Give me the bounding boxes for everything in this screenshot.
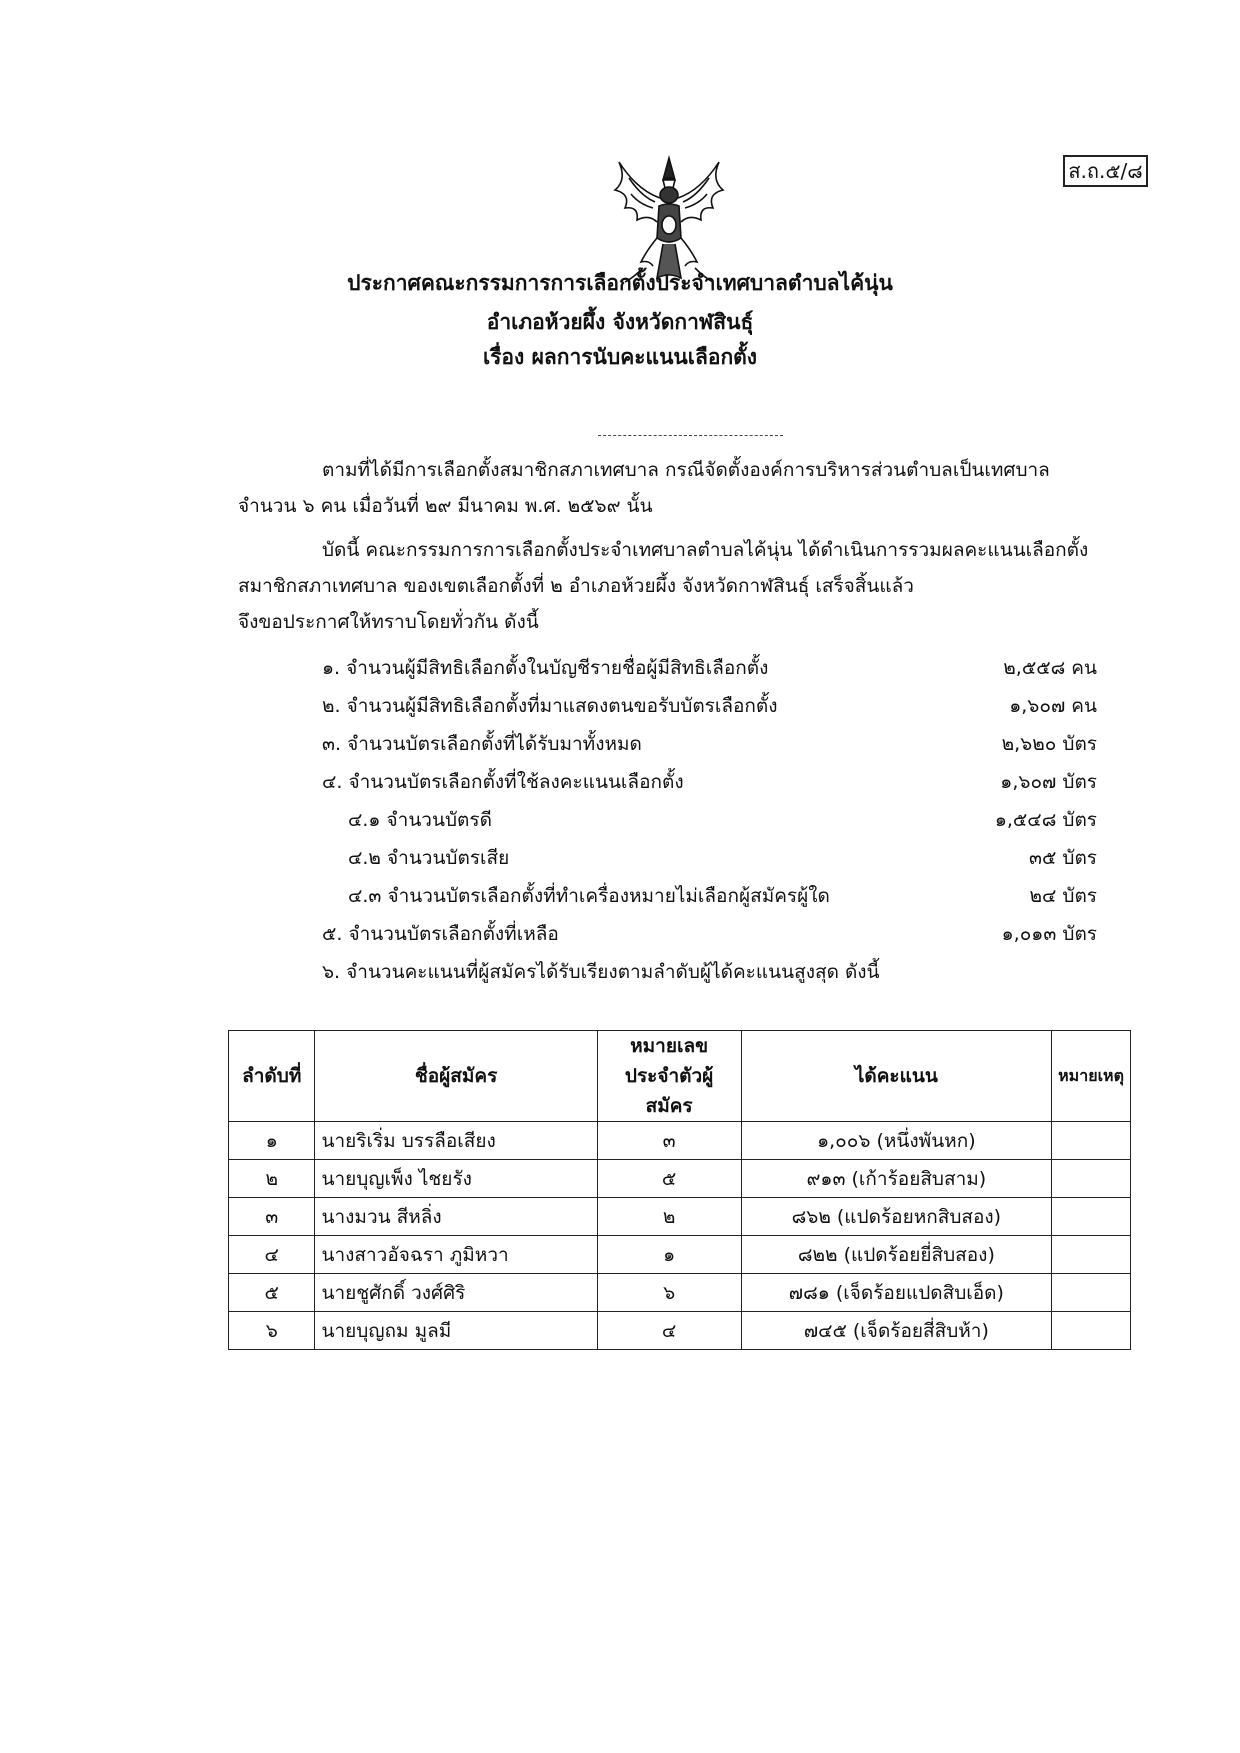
cell-votes: ๘๒๒ (แปดร้อยยี่สิบสอง): [741, 1236, 1052, 1274]
cell-name: นายชูศักดิ์ วงศ์ศิริ: [315, 1274, 597, 1312]
announcement-subject: เรื่อง ผลการนับคะแนนเลือกตั้ง: [482, 345, 758, 369]
table-row: [229, 1122, 1131, 1160]
summary-item-value: ๑,๖๐๗ คน: [1009, 695, 1097, 717]
table-row: [229, 1274, 1131, 1312]
summary-subitem-label: ๔.๓ จำนวนบัตรเลือกตั้งที่ทำเครื่องหมายไม่เลือกผู้สมัครผู้ใด: [348, 885, 830, 907]
title-divider: [598, 435, 783, 436]
cell-note: [1052, 1198, 1131, 1236]
cell-number: ๖: [597, 1274, 741, 1312]
summary-item-value: ๑,๐๑๓ บัตร: [1001, 923, 1097, 945]
column-header-name: ชื่อผู้สมัคร: [315, 1031, 597, 1122]
cell-rank: ๓: [229, 1198, 315, 1236]
cell-votes: ๑,๐๐๖ (หนึ่งพันหก): [741, 1122, 1052, 1160]
column-header-rank: ลำดับที่: [229, 1031, 315, 1122]
cell-rank: ๕: [229, 1274, 315, 1312]
form-code: ส.ถ.๕/๘: [1063, 155, 1148, 187]
announcement-title: ประกาศคณะกรรมการการเลือกตั้งประจำเทศบาลตำบลไค้นุ่น: [347, 271, 893, 295]
column-header-note: หมายเหตุ: [1052, 1031, 1131, 1122]
summary-subitem-value: ๑,๕๔๘ บัตร: [994, 809, 1097, 831]
cell-note: [1052, 1122, 1131, 1160]
column-header-votes: ได้คะแนน: [741, 1031, 1052, 1122]
table-row: [229, 1236, 1131, 1274]
cell-name: นายบุญถม มูลมี: [315, 1312, 597, 1350]
cell-number: ๓: [597, 1122, 741, 1160]
intro-paragraph-2-line-2: สมาชิกสภาเทศบาล ของเขตเลือกตั้งที่ ๒ อำเภอห้วยผึ้ง จังหวัดกาฬสินธุ์ เสร็จสิ้นแล้ว: [238, 575, 914, 597]
cell-votes: ๗๘๑ (เจ็ดร้อยแปดสิบเอ็ด): [741, 1274, 1052, 1312]
summary-item-value: ๒,๖๒๐ บัตร: [1001, 733, 1097, 755]
cell-number: ๑: [597, 1236, 741, 1274]
column-header-number-line-2: ประจำตัวผู้สมัคร: [624, 1065, 714, 1117]
cell-name: นางมวน สีหลิ่ง: [315, 1198, 597, 1236]
cell-number: ๔: [597, 1312, 741, 1350]
cell-votes: ๘๖๒ (แปดร้อยหกสิบสอง): [741, 1198, 1052, 1236]
cell-rank: ๑: [229, 1122, 315, 1160]
intro-paragraph-1-line-2: จำนวน ๖ คน เมื่อวันที่ ๒๙ มีนาคม พ.ศ. ๒๕๖๙ นั้น: [238, 495, 653, 517]
intro-paragraph-2-line-1: บัดนี้ คณะกรรมการการเลือกตั้งประจำเทศบาลตำบลไค้นุ่น ได้ดำเนินการรวมผลคะแนนเลือกตั้ง: [322, 539, 1089, 561]
summary-item-label: ๕. จำนวนบัตรเลือกตั้งที่เหลือ: [322, 923, 559, 945]
cell-votes: ๙๑๓ (เก้าร้อยสิบสาม): [741, 1160, 1052, 1198]
table-row: [229, 1198, 1131, 1236]
intro-paragraph-2-line-3: จึงขอประกาศให้ทราบโดยทั่วกัน ดังนี้: [238, 611, 539, 633]
cell-rank: ๔: [229, 1236, 315, 1274]
vote-results-table: [228, 1030, 1131, 1350]
summary-item-value: ๒,๕๕๘ คน: [1003, 657, 1097, 679]
cell-rank: ๒: [229, 1160, 315, 1198]
cell-votes: ๗๔๕ (เจ็ดร้อยสี่สิบห้า): [741, 1312, 1052, 1350]
cell-note: [1052, 1236, 1131, 1274]
cell-note: [1052, 1312, 1131, 1350]
table-row: [229, 1312, 1131, 1350]
summary-subitem-label: ๔.๑ จำนวนบัตรดี: [348, 809, 492, 831]
summary-subitem-label: ๔.๒ จำนวนบัตรเสีย: [348, 847, 510, 869]
cell-name: นายริเริ่ม บรรลือเสียง: [315, 1122, 597, 1160]
column-header-number: [597, 1031, 741, 1122]
summary-item-label: ๒. จำนวนผู้มีสิทธิเลือกตั้งที่มาแสดงตนขอรับบัตรเลือกตั้ง: [322, 695, 778, 717]
summary-subitem-value: ๒๔ บัตร: [1029, 885, 1097, 907]
summary-item-label: ๖. จำนวนคะแนนที่ผู้สมัครได้รับเรียงตามลำดับผู้ได้คะแนนสูงสุด ดังนี้: [322, 961, 880, 983]
cell-note: [1052, 1274, 1131, 1312]
table-row: [229, 1160, 1131, 1198]
summary-item-label: ๔. จำนวนบัตรเลือกตั้งที่ใช้ลงคะแนนเลือกตั้ง: [322, 771, 684, 793]
summary-item-value: ๑,๖๐๗ บัตร: [1000, 771, 1097, 793]
cell-note: [1052, 1160, 1131, 1198]
announcement-location: อำเภอห้วยผึ้ง จังหวัดกาฬสินธุ์: [486, 310, 754, 334]
intro-paragraph-1-line-1: ตามที่ได้มีการเลือกตั้งสมาชิกสภาเทศบาล กรณีจัดตั้งองค์การบริหารส่วนตำบลเป็นเทศบาล: [322, 459, 1050, 481]
summary-subitem-value: ๓๕ บัตร: [1028, 847, 1097, 869]
cell-rank: ๖: [229, 1312, 315, 1350]
cell-number: ๒: [597, 1198, 741, 1236]
cell-number: ๕: [597, 1160, 741, 1198]
column-header-number-line-1: หมายเลข: [630, 1035, 709, 1057]
summary-item-label: ๓. จำนวนบัตรเลือกตั้งที่ได้รับมาทั้งหมด: [322, 733, 642, 755]
table-header-row: [229, 1031, 1131, 1122]
summary-item-label: ๑. จำนวนผู้มีสิทธิเลือกตั้งในบัญชีรายชื่อผู้มีสิทธิเลือกตั้ง: [322, 657, 769, 679]
cell-name: นางสาวอัจฉรา ภูมิหวา: [315, 1236, 597, 1274]
cell-name: นายบุญเพ็ง ไชยรัง: [315, 1160, 597, 1198]
